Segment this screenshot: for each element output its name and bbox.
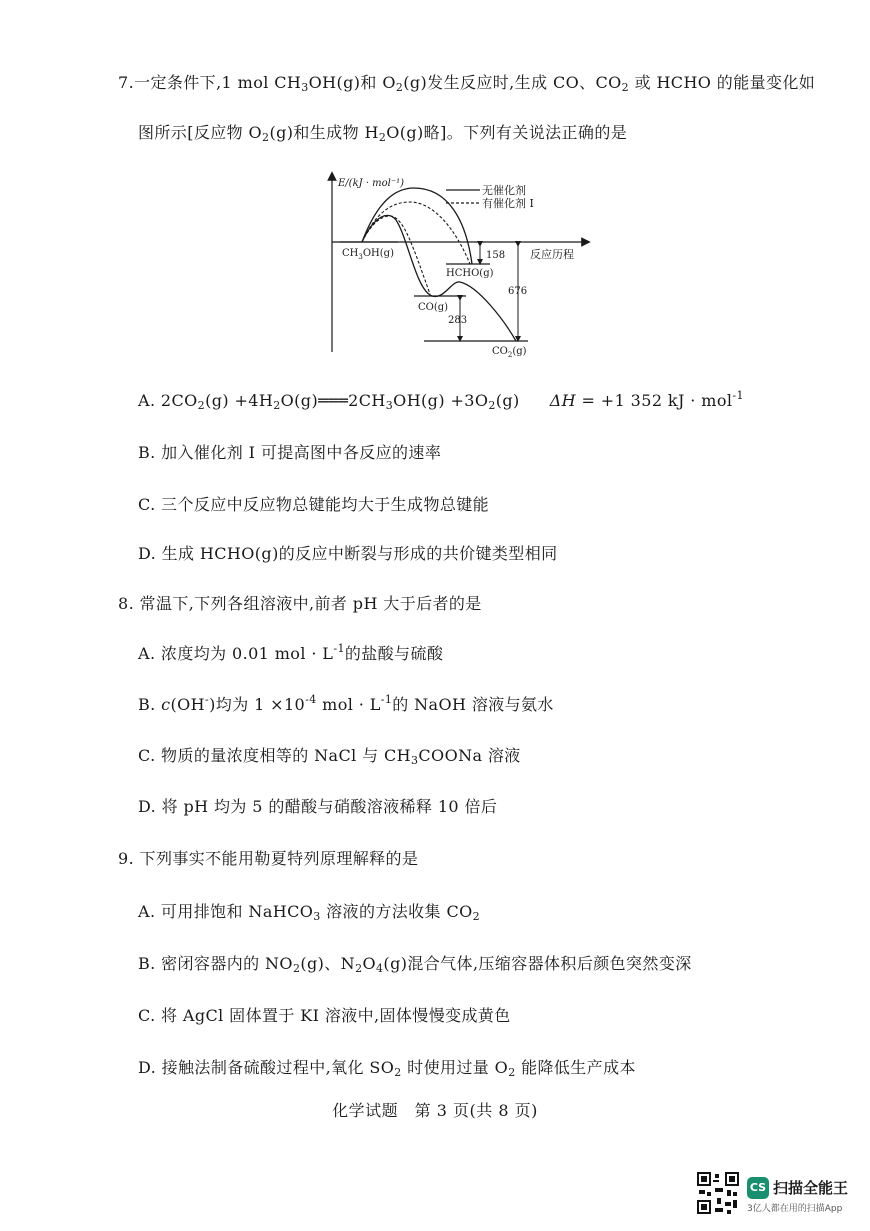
- legend-cat-label: 有催化剂 I: [482, 197, 534, 210]
- q9-stem: 9. 下列事实不能用勒夏特列原理解释的是: [118, 849, 419, 868]
- x-axis-label: 反应历程: [530, 248, 574, 261]
- label-676: 676: [508, 286, 528, 297]
- hcho-label: HCHO(g): [446, 268, 494, 279]
- q7-stem-line1: 7.一定条件下,1 mol $CH_3OH(g)$和 $O_2(g)$发生反应时,生成 CO、$CO_2$ 或 HCHO 的能量变化如: [118, 73, 816, 94]
- q8-option-b: B. c(OH-)均为 $1 \times 10^{-4}$ mol · $L^{-1}$的 NaOH 溶液与氨水: [138, 693, 554, 714]
- q9-option-b: B. 密闭容器内的 $NO_2(g)$、$N_2O_4(g)$混合气体,压缩容器体积后颜色突然变深: [138, 954, 692, 975]
- energy-diagram: [318, 170, 598, 360]
- qr-code-icon[interactable]: [697, 1172, 739, 1214]
- camscanner-tagline: 3亿人都在用的扫描App: [747, 1204, 843, 1214]
- q9-option-a: A. 可用排饱和 NaHCO$_3$ 溶液的方法收集 $CO_2$: [138, 902, 481, 923]
- legend-uncat-label: 无催化剂: [482, 184, 526, 197]
- label-158: 158: [486, 250, 506, 261]
- q8-option-d: D. 将 pH 均为 5 的醋酸与硝酸溶液稀释 10 倍后: [138, 797, 498, 816]
- page-footer: 化学试题 第 3 页(共 8 页): [332, 1101, 538, 1120]
- reactant-label: $CH_3OH(g)$: [342, 248, 394, 261]
- camscanner-logo-icon: CS: [747, 1177, 769, 1199]
- q9-option-c: C. 将 AgCl 固体置于 KI 溶液中,固体慢慢变成黄色: [138, 1006, 511, 1025]
- co-label: CO(g): [418, 302, 449, 313]
- q8-option-c: C. 物质的量浓度相等的 NaCl 与 $CH_3COONa$ 溶液: [138, 746, 521, 767]
- q7-option-a: A. $2CO_2(g)$ $+4H_2O(g)═══2CH_3OH(g) +3O_2(g) \Delta H = +1$ 352 kJ · mol$^{-1}$: [138, 389, 744, 412]
- q7-option-d: D. 生成 HCHO(g)的反应中断裂与形成的共价键类型相同: [138, 544, 558, 563]
- q8-option-a: A. 浓度均为 0.01 mol · $L^{-1}$的盐酸与硫酸: [138, 642, 444, 663]
- q9-option-d: D. 接触法制备硫酸过程中,氧化 $SO_2$ 时使用过量 $O_2$ 能降低生产成本: [138, 1058, 636, 1079]
- q7-option-b: B. 加入催化剂 I 可提高图中各反应的速率: [138, 443, 442, 462]
- co2-label: $CO_2(g)$: [492, 346, 527, 359]
- y-axis-label: E/(kJ · mol⁻¹): [338, 178, 405, 189]
- q7-stem-line2: 图所示[反应物 $O_2(g)$和生成物 $H_2O(g)$略]。下列有关说法正确的是: [138, 123, 628, 144]
- q7-option-c: C. 三个反应中反应物总键能均大于生成物总键能: [138, 495, 490, 514]
- camscanner-name: 扫描全能王: [773, 1179, 849, 1197]
- q8-stem: 8. 常温下,下列各组溶液中,前者 pH 大于后者的是: [118, 594, 482, 613]
- label-283: 283: [448, 315, 468, 326]
